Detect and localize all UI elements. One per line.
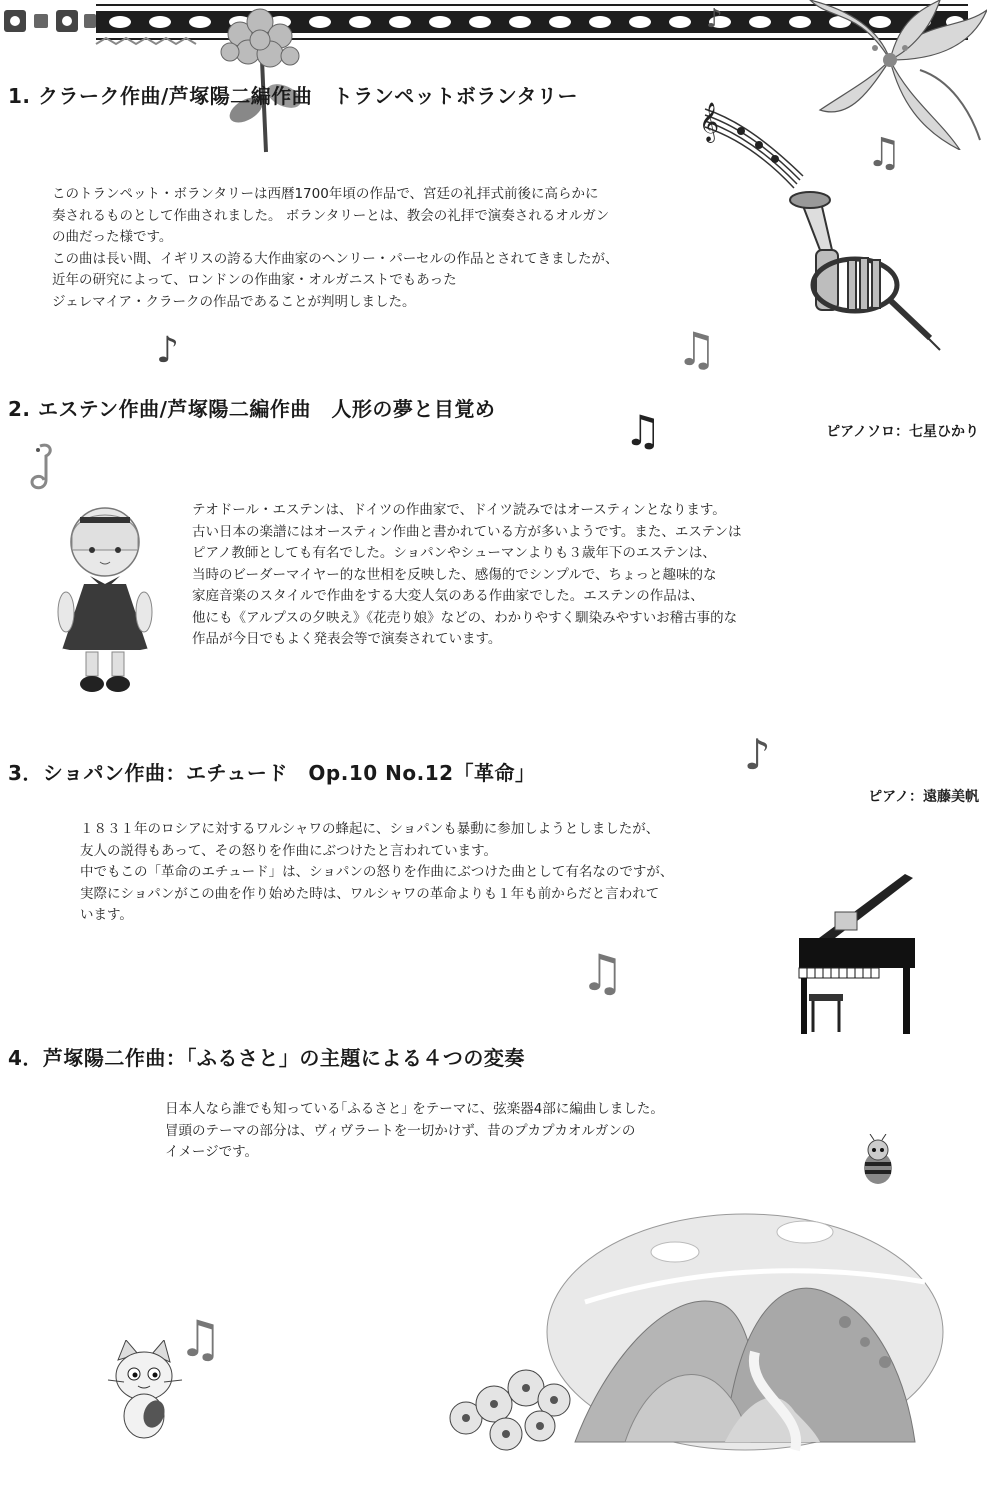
text-line: います。: [80, 907, 133, 923]
music-note-icon: ♪: [706, 4, 723, 34]
double-eighth-note-icon: ♫: [624, 406, 662, 455]
section-3-text: [80, 819, 673, 927]
bird-note-icon: [24, 440, 64, 495]
section-2-text: [192, 500, 741, 651]
text-line: １８３１年のロシアに対するワルシャワの蜂起に、ショパンも暴動に参加しようとしましたが、: [80, 821, 660, 837]
grand-piano-illustration: [795, 868, 925, 1038]
flower-illustration: [436, 1360, 586, 1460]
section-3-credit: ピアノ：遠藤美帆: [868, 789, 979, 805]
svg-text:𝄞: 𝄞: [699, 102, 720, 142]
section-2-title: 2. エステン作曲/芦塚陽二編作曲 人形の夢と目覚め: [8, 397, 496, 421]
bee-illustration: [856, 1134, 900, 1188]
text-line: 友人の説得もあって、その怒りを作曲にぶつけたと言われています。: [80, 842, 498, 859]
text-line: 冒頭のテーマの部分は、ヴィヴラートを一切かけず、昔のプカプカオルガンの: [165, 1122, 636, 1139]
trumpet-illustration: [780, 190, 945, 355]
text-line: 実際にショパンがこの曲を作り始めた時は、ワルシャワの革命よりも１年も前からだと言われて: [80, 885, 660, 902]
text-line: イメージです。: [165, 1144, 259, 1160]
text-line: この曲は長い間、イギリスの誇る大作曲家のヘンリー・パーセルの作品とされてきましたが、: [52, 250, 619, 267]
section-3-title: 3．ショパン作曲：エチュード Op.10 No.12「革命」: [8, 761, 536, 785]
text-line: ピアノ教師としても有名でした。ショパンやシューマンよりも３歳年下のエステンは、: [192, 545, 716, 561]
text-line: 他にも《アルプスの夕映え》《花売り娘》などの、わかりやすく馴染みやすいお稽古事的な: [192, 609, 738, 626]
text-line: テオドール・エステンは、ドイツの作曲家で、ドイツ読みではオースティンとなります。: [192, 502, 726, 518]
section-4-title: 4．芦塚陽二作曲：「ふるさと」の主題による４つの変奏: [8, 1046, 525, 1070]
music-note-icon: ♪: [744, 730, 771, 779]
text-line: 日本人なら誰でも知っている｢ふるさと｣ をテーマに、弦楽器4部に編曲しました。: [165, 1101, 664, 1117]
text-line: 近年の研究によって、ロンドンの作曲家・オルガニストでもあった: [52, 272, 457, 288]
text-line: 作品が今日でもよく発表会等で演奏されています。: [192, 631, 502, 647]
hill-landscape-illustration: [545, 1212, 945, 1452]
cat-illustration: [100, 1340, 190, 1440]
section-1-text: [52, 184, 618, 313]
text-line: 中でもこの「革命のエチュード」は、ショパンの怒りを作曲にぶつけた曲として有名なのですが、: [80, 864, 674, 880]
music-note-icon: ♫: [178, 1310, 223, 1368]
text-line: 古い日本の楽譜にはオースティン作曲と書かれている方が多いようです。また、エステンは: [192, 523, 742, 540]
music-staff-illustration: [695, 95, 810, 190]
section-1-title: 1. クラーク作曲/芦塚陽二編作曲 トランペットボランタリー: [8, 84, 578, 108]
double-eighth-note-icon: ♫: [676, 322, 718, 376]
text-line: ジェレマイア・クラークの作品であることが判明しました。: [52, 293, 416, 310]
text-line: の曲だった様です。: [52, 229, 173, 245]
doll-illustration: [50, 500, 160, 700]
music-note-icon: ♪: [156, 330, 179, 371]
music-note-icon: ♫: [580, 944, 625, 1002]
music-note-icon: ♫: [866, 130, 902, 176]
text-line: 当時のビーダーマイヤー的な世相を反映した、感傷的でシンプルで、ちょっと趣味的な: [192, 566, 717, 583]
section-4-text: [165, 1099, 664, 1164]
section-2-credit: ピアノソロ：七星ひかり: [826, 424, 979, 440]
text-line: 奏されるものとして作曲されました。 ボランタリーとは、教会の礼拝で演奏されるオルガン: [52, 207, 610, 224]
text-line: このトランペット・ボランタリーは西暦1700年頃の作品で、宮廷の礼拝式前後に高らかに: [52, 186, 599, 202]
text-line: 家庭音楽のスタイルで作曲をする大変人気のある作曲家でした。エステンの作品は、: [192, 588, 704, 604]
